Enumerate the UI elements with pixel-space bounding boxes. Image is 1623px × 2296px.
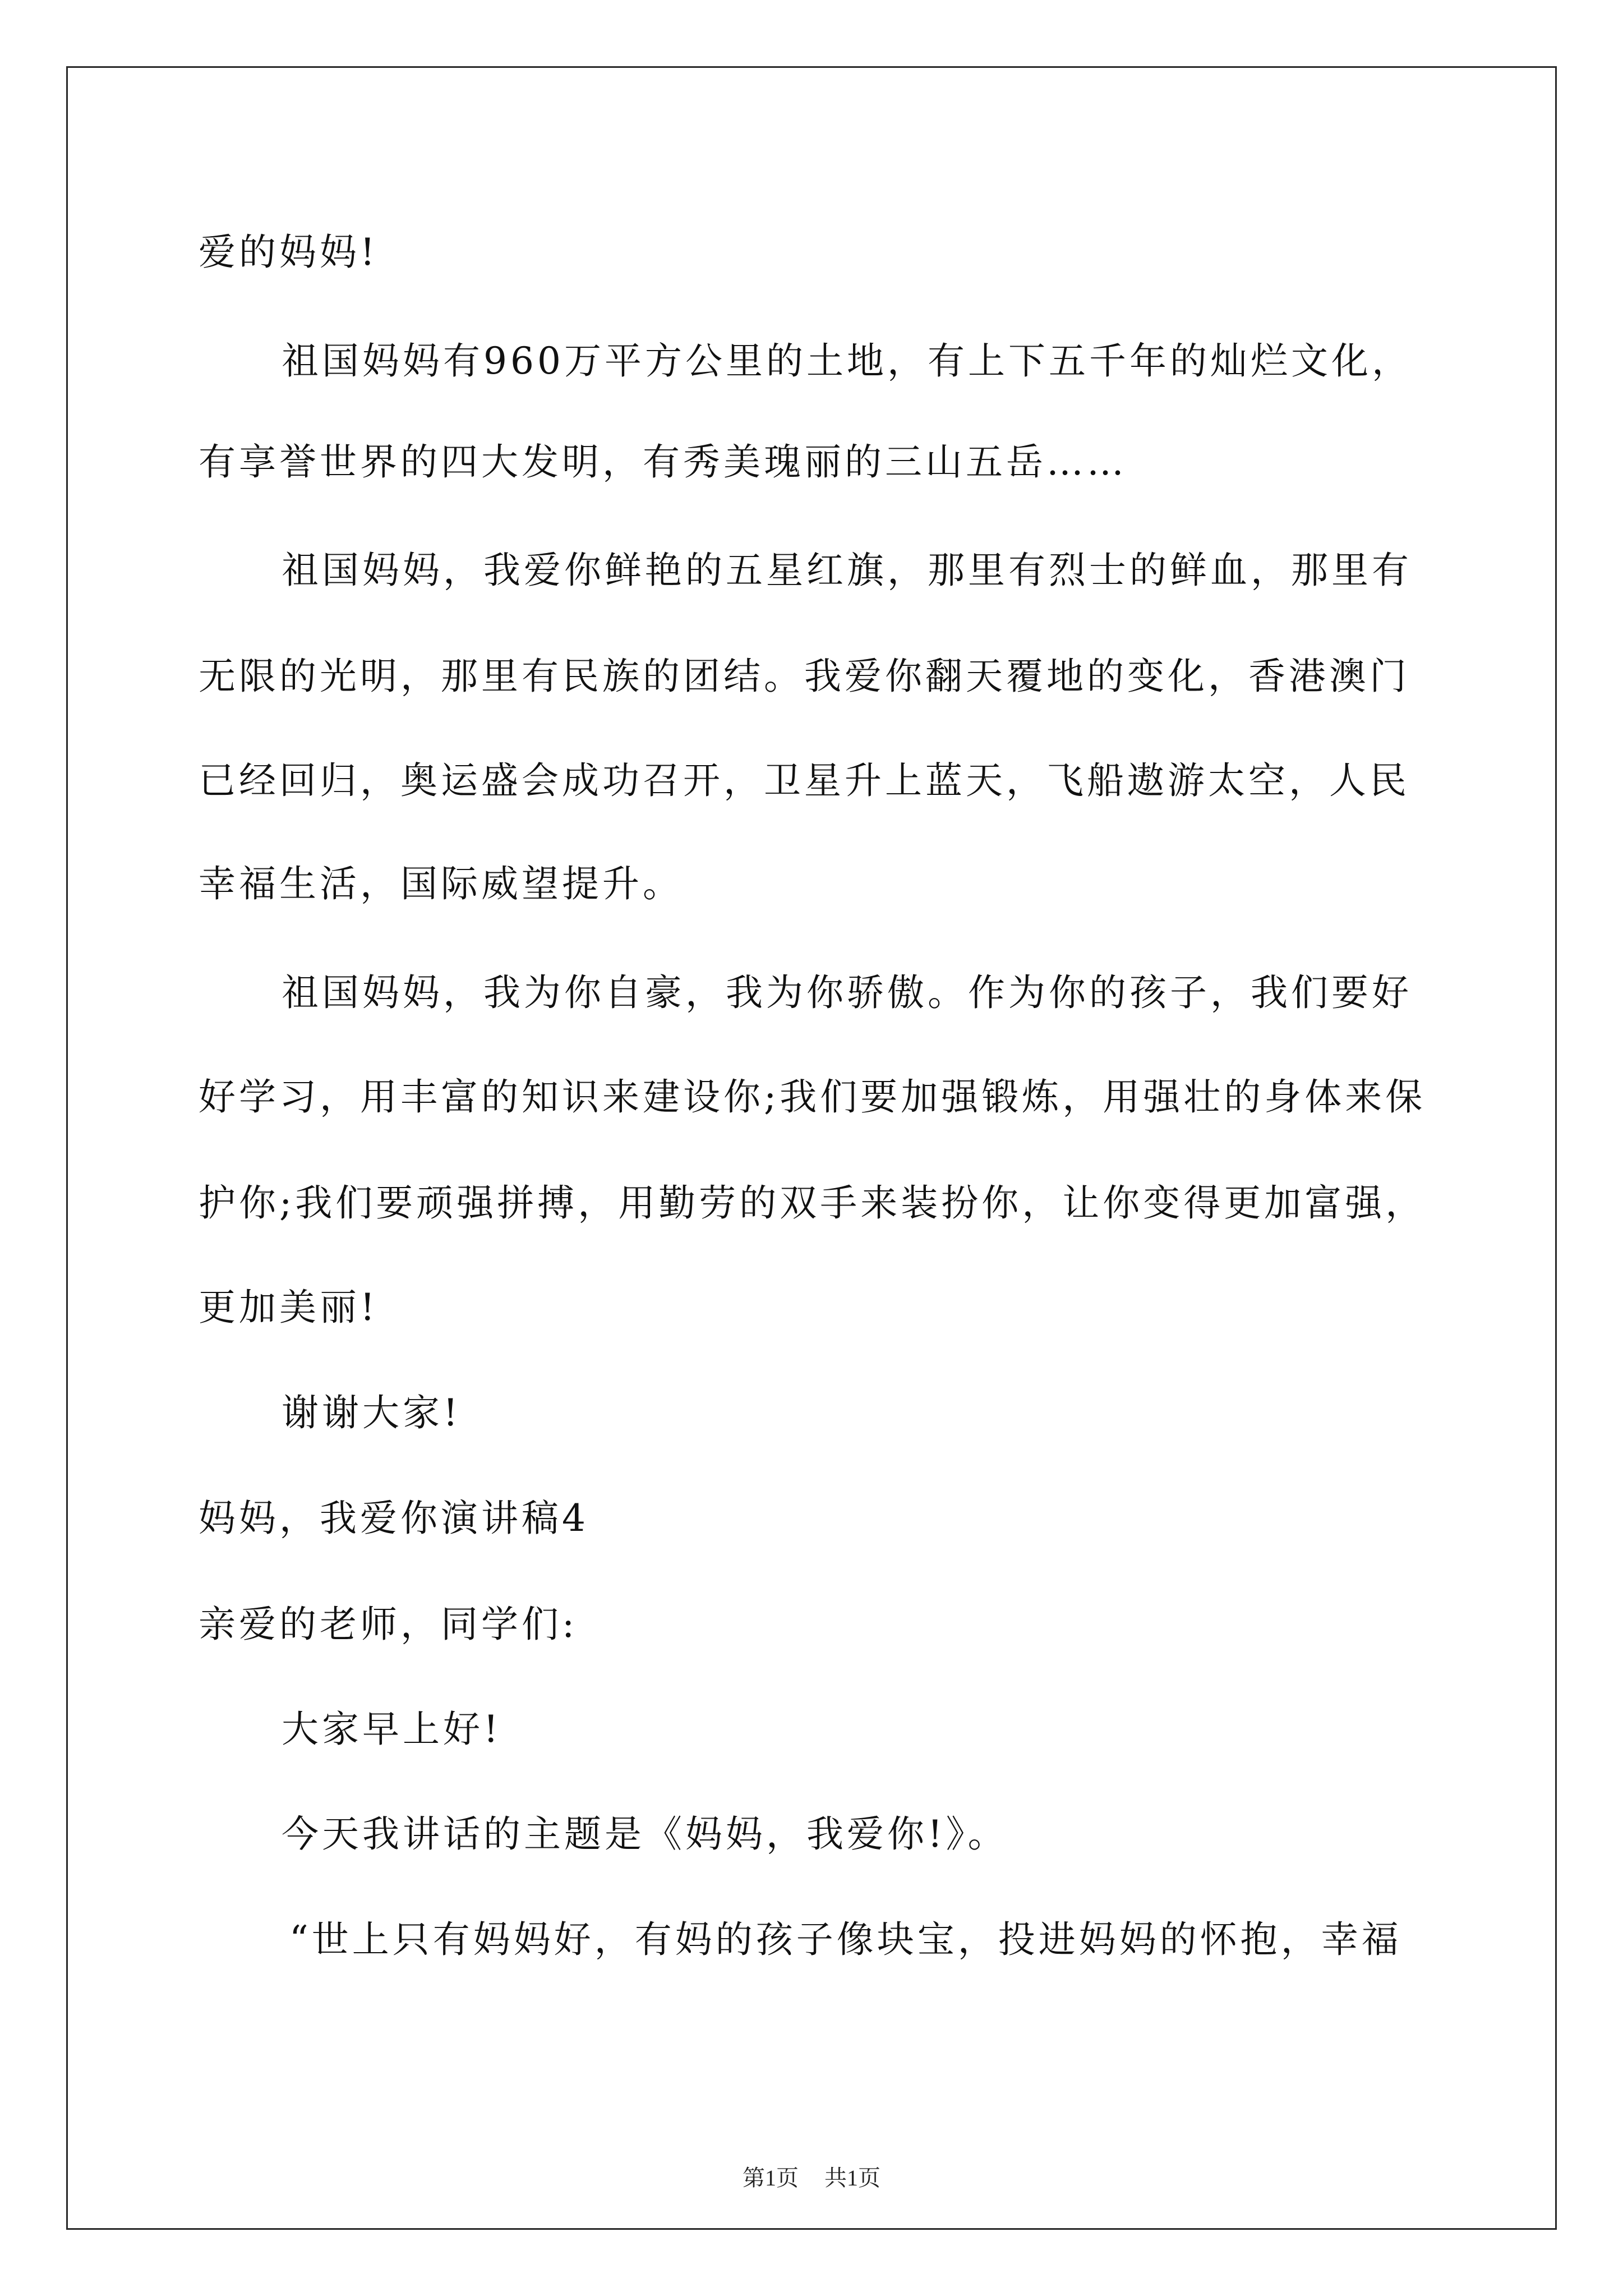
text-line: 有享誉世界的四大发明，有秀美瑰丽的三山五岳…… <box>199 440 1127 484</box>
page-total: 共1页 <box>824 2165 880 2191</box>
paragraph-start: 祖国妈妈，我爱你鲜艳的五星红旗，那里有烈士的鲜血，那里有 <box>282 549 1412 592</box>
paragraph-start: 今天我讲话的主题是《妈妈，我爱你!》。 <box>282 1812 1008 1856</box>
page-border <box>66 66 1557 2230</box>
page-number: 第1页 <box>743 2165 799 2191</box>
text-line: 幸福生活，国际威望提升。 <box>199 862 683 905</box>
section-heading: 妈妈，我爱你演讲稿4 <box>199 1497 589 1540</box>
paragraph-start: “世上只有妈妈好，有妈的孩子像块宝，投进妈妈的怀抱，幸福 <box>289 1918 1402 1961</box>
text-line: 爱的妈妈! <box>199 231 379 274</box>
page-footer <box>0 2164 1623 2192</box>
greeting: 大家早上好! <box>282 1708 502 1751</box>
paragraph-start: 谢谢大家! <box>282 1391 462 1434</box>
text-line: 护你;我们要顽强拼搏，用勤劳的双手来装扮你，让你变得更加富强， <box>199 1181 1426 1225</box>
text-line: 好学习，用丰富的知识来建设你;我们要加强锻炼，用强壮的身体来保 <box>199 1075 1426 1119</box>
text-line: 已经回归，奥运盛会成功召开，卫星升上蓝天，飞船遨游太空，人民 <box>199 759 1410 802</box>
paragraph-start: 祖国妈妈，我为你自豪，我为你骄傲。作为你的孩子，我们要好 <box>282 971 1412 1014</box>
salutation: 亲爱的老师，同学们: <box>199 1603 578 1646</box>
text-line: 无限的光明，那里有民族的团结。我爱你翻天覆地的变化，香港澳门 <box>199 655 1410 698</box>
text-line: 更加美丽! <box>199 1286 379 1329</box>
paragraph-start: 祖国妈妈有960万平方公里的土地，有上下五千年的灿烂文化， <box>282 339 1412 383</box>
